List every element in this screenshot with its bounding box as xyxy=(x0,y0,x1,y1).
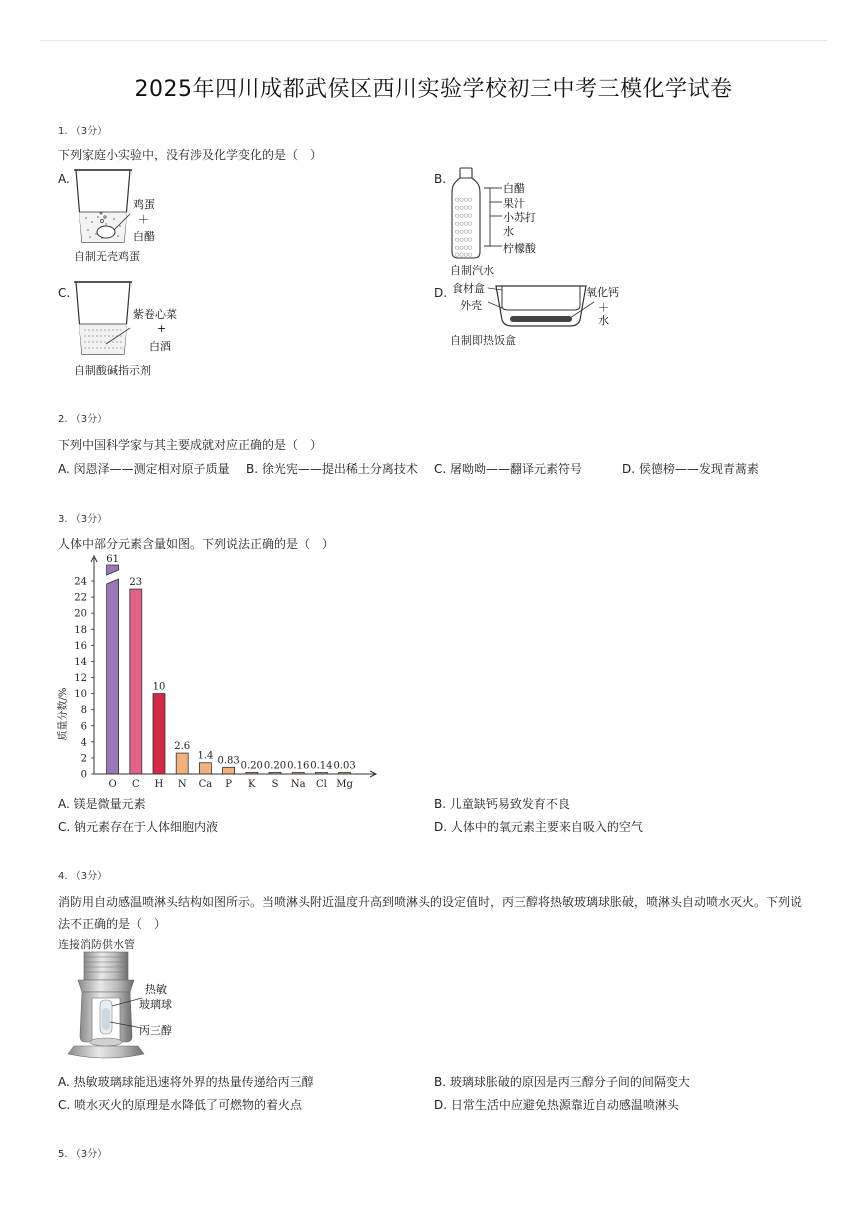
q1-c-caption: 自制酸碱指示剂 xyxy=(74,364,151,377)
chart-y-tick-label: 24 xyxy=(74,576,87,588)
q2-option-c[interactable]: C. 屠呦呦——翻译元素符号 xyxy=(434,462,583,476)
q1-b-label-soda: 小苏打 xyxy=(503,211,536,224)
svg-text:○○○○: ○○○○ xyxy=(455,245,473,251)
chart-category-label-O: O xyxy=(108,779,117,790)
q5-number: 5. （3分） xyxy=(58,1149,108,1160)
chart-y-axis-label: 质量分数/% xyxy=(58,687,69,741)
q4-sprinkler-figure xyxy=(66,950,146,1068)
q1-option-a-figure xyxy=(72,166,134,246)
q3-stem: 人体中部分元素含量如图。下列说法正确的是（ ） xyxy=(58,537,335,551)
chart-y-tick-label: 12 xyxy=(74,673,87,684)
q1-option-d-figure xyxy=(486,280,596,330)
q1-b-label-citric-acid: 柠檬酸 xyxy=(503,242,536,255)
q4-figure-top-label: 连接消防供水管 xyxy=(58,938,135,951)
q3-option-b[interactable]: B. 儿童缺钙易致发育不良 xyxy=(434,797,570,811)
q4-option-c[interactable]: C. 喷水灭火的原理是水降低了可燃物的着火点 xyxy=(58,1098,303,1112)
chart-bar-H xyxy=(153,694,165,774)
q1-a-caption: 自制无壳鸡蛋 xyxy=(74,250,140,263)
chart-value-label-Cl: 0.14 xyxy=(310,760,333,772)
chart-category-label-Mg: Mg xyxy=(336,779,353,790)
page-title: 2025年四川成都武侯区西川实验学校初三中考三模化学试卷 xyxy=(134,77,733,102)
q1-option-a-letter[interactable]: A. xyxy=(58,172,70,186)
chart-y-tick-label: 0 xyxy=(80,769,87,781)
q1-d-label-water: 水 xyxy=(598,314,609,327)
chart-value-label-Mg: 0.03 xyxy=(333,760,356,772)
svg-text:○○○○: ○○○○ xyxy=(455,221,473,227)
q1-stem: 下列家庭小实验中，没有涉及化学变化的是（ ） xyxy=(58,148,323,162)
q1-b-label-vinegar: 白醋 xyxy=(503,182,525,195)
q1-d-label-food-box: 食材盒 xyxy=(452,282,485,295)
chart-category-label-H: H xyxy=(154,779,164,790)
chart-bar-N xyxy=(176,753,188,774)
q1-d-label-shell: 外壳 xyxy=(460,299,482,312)
q1-a-label-egg: 鸡蛋 xyxy=(133,198,155,211)
chart-value-label-S: 0.20 xyxy=(263,760,287,772)
chart-value-label-K: 0.20 xyxy=(240,760,263,772)
svg-text:○○○○: ○○○○ xyxy=(455,205,473,211)
q3-option-a[interactable]: A. 镁是微量元素 xyxy=(58,797,146,811)
chart-category-label-N: N xyxy=(177,779,187,790)
chart-y-tick-label: 6 xyxy=(80,721,87,733)
q4-label-glycerol: 丙三醇 xyxy=(139,1024,172,1037)
chart-bar-C xyxy=(130,589,142,774)
q1-d-label-plus: ＋ xyxy=(598,301,609,314)
q4-label-heat: 热敏 xyxy=(145,983,167,996)
chart-value-label-O: 61 xyxy=(106,554,119,565)
chart-category-label-C: C xyxy=(131,779,140,790)
q1-d-caption: 自制即热饭盒 xyxy=(450,334,516,347)
q1-b-label-juice: 果汁 xyxy=(503,197,525,210)
q3-option-d[interactable]: D. 人体中的氧元素主要来自吸入的空气 xyxy=(434,820,643,834)
svg-text:○○○○: ○○○○ xyxy=(455,252,473,258)
chart-category-label-Cl: Cl xyxy=(315,779,327,790)
chart-value-label-N: 2.6 xyxy=(174,741,191,753)
top-divider xyxy=(40,40,827,41)
chart-category-label-Na: Na xyxy=(290,779,306,790)
chart-value-label-P: 0.83 xyxy=(217,755,240,767)
chart-y-tick-label: 10 xyxy=(74,689,87,701)
chart-bar-top-O xyxy=(107,565,119,575)
svg-text:○○○○: ○○○○ xyxy=(455,213,473,219)
chart-y-tick-label: 20 xyxy=(74,608,87,620)
chart-y-tick-label: 14 xyxy=(74,656,87,668)
chart-y-tick-label: 18 xyxy=(74,624,87,636)
chart-y-tick-label: 4 xyxy=(80,737,87,749)
q2-option-a[interactable]: A. 闵恩泽——测定相对原子质量 xyxy=(58,462,230,476)
q4-stem: 消防用自动感温喷淋头结构如图所示。当喷淋头附近温度升高到喷淋头的设定值时，丙三醇将热敏玻璃球胀破，喷淋头自动喷水灭火。下列说法不正确的是（ ） xyxy=(58,895,803,931)
chart-y-tick-label: 16 xyxy=(74,640,87,652)
chart-value-label-C: 23 xyxy=(129,577,143,589)
q3-option-c[interactable]: C. 钠元素存在于人体细胞内液 xyxy=(58,820,219,834)
q1-b-caption: 自制汽水 xyxy=(450,264,494,277)
q1-d-label-calcium-oxide: 氧化钙 xyxy=(586,286,619,299)
chart-category-label-K: K xyxy=(248,779,256,790)
q1-option-d-letter[interactable]: D. xyxy=(434,286,448,300)
q1-option-b-letter[interactable]: B. xyxy=(434,172,447,186)
q4-label-glass-ball: 玻璃球 xyxy=(139,998,172,1011)
chart-value-label-Na: 0.16 xyxy=(287,760,310,772)
svg-text:○○○○: ○○○○ xyxy=(455,197,473,203)
q2-option-b[interactable]: B. 徐光宪——提出稀土分离技术 xyxy=(246,462,418,476)
q2-stem: 下列中国科学家与其主要成就对应正确的是（ ） xyxy=(58,438,323,452)
chart-y-tick-label: 8 xyxy=(80,705,87,717)
q3-number: 3. （3分） xyxy=(58,514,108,525)
q2-option-d[interactable]: D. 侯德榜——发现青蒿素 xyxy=(622,462,759,476)
q4-option-a[interactable]: A. 热敏玻璃球能迅速将外界的热量传递给丙三醇 xyxy=(58,1075,314,1089)
chart-bar-Ca xyxy=(199,763,211,774)
chart-category-label-Ca: Ca xyxy=(198,779,213,790)
q1-c-label-plus: + xyxy=(157,322,167,335)
q1-number: 1. （3分） xyxy=(58,126,108,137)
chart-bar-P xyxy=(223,767,235,774)
q4-number: 4. （3分） xyxy=(58,871,108,882)
q1-option-c-figure xyxy=(72,278,134,358)
chart-value-label-Ca: 1.4 xyxy=(197,750,214,762)
chart-y-tick-label: 22 xyxy=(74,592,87,604)
svg-text:○○○○: ○○○○ xyxy=(455,237,473,243)
chart-category-label-S: S xyxy=(271,779,279,790)
q1-a-label-vinegar: 白醋 xyxy=(133,230,155,243)
chart-value-label-H: 10 xyxy=(152,681,166,693)
chart-y-tick-label: 2 xyxy=(80,753,87,765)
q1-c-label-liquor: 白酒 xyxy=(149,340,171,353)
q4-option-b[interactable]: B. 玻璃球胀破的原因是丙三醇分子间的间隔变大 xyxy=(434,1075,690,1089)
q1-b-label-water: 水 xyxy=(503,225,514,238)
element-content-bar-chart xyxy=(52,552,382,792)
chart-category-label-P: P xyxy=(225,779,232,790)
q1-c-label-cabbage: 紫卷心菜 xyxy=(133,308,177,321)
q1-option-b-figure xyxy=(446,166,506,260)
q2-number: 2. （3分） xyxy=(58,414,108,425)
q1-option-c-letter[interactable]: C. xyxy=(58,286,71,300)
chart-bar-O xyxy=(107,579,119,774)
q1-a-label-plus: ＋ xyxy=(138,213,149,226)
svg-text:○○○○: ○○○○ xyxy=(455,229,473,235)
q4-option-d[interactable]: D. 日常生活中应避免热源靠近自动感温喷淋头 xyxy=(434,1098,679,1112)
